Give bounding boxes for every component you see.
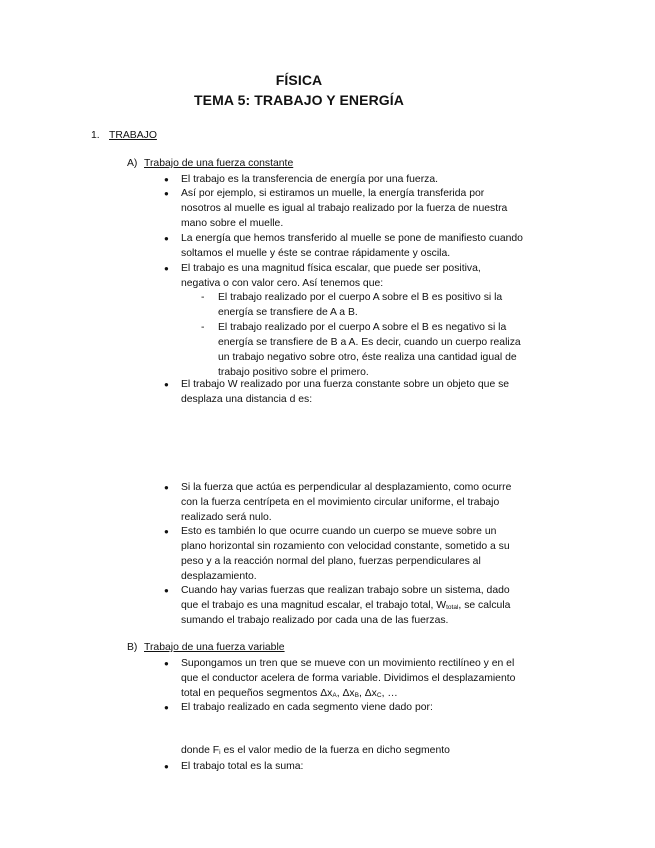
- note-b: donde $F_i$ es el valor medio de la fuerza en dicho segmento: [181, 745, 450, 756]
- dash-a1: El trabajo realizado por el cuerpo A sobre el B es positivo si la energía se transfiere de A a B.: [218, 292, 503, 318]
- subsection-b-title: Trabajo de una fuerza variable: [144, 642, 285, 653]
- bullet-a6: Si la fuerza que actúa es perpendicular al desplazamiento, como ocurre con la fuerza centrípeta en el movimiento circular uniforme, el trabajo realizado será nulo.: [181, 482, 512, 523]
- bullet-icon: ●: [164, 527, 169, 536]
- dash-a2: El trabajo realizado por el cuerpo A sobre el B es negativo si la energía se transfiere de B a A. Es decir, cuando un cuerpo realiza un trabajo negativo sobre otro, éste realiza una cantidad igual de trabajo positivo sobre el primero.: [218, 322, 521, 378]
- bullet-icon: ●: [164, 586, 169, 595]
- subsection-a-letter: A): [127, 158, 138, 169]
- bullet-a8: Cuando hay varias fuerzas que realizan trabajo sobre un sistema, dado que el trabajo es una magnitud escalar, el trabajo total, $W_{total}$, se calcula sumando el trabajo realizado por cada una de las fuerzas.: [181, 585, 511, 626]
- bullet-icon: ●: [164, 380, 169, 389]
- bullet-icon: ●: [164, 762, 169, 771]
- bullet-a2: Así por ejemplo, si estiramos un muelle, la energía transferida por nosotros al muelle es igual al trabajo realizado por la fuerza de nuestra mano sobre el muelle.: [181, 188, 508, 229]
- document-subtitle: TEMA 5: TRABAJO Y ENERGÍA: [194, 92, 404, 108]
- bullet-icon: ●: [164, 234, 169, 243]
- bullet-icon: ●: [164, 483, 169, 492]
- subsection-a-title: Trabajo de una fuerza constante: [144, 158, 294, 169]
- bullet-a5: El trabajo W realizado por una fuerza constante sobre un objeto que se desplaza una distancia d es:: [181, 379, 510, 405]
- bullet-icon: ●: [164, 175, 169, 184]
- bullet-icon: ●: [164, 703, 169, 712]
- bullet-icon: ●: [164, 659, 169, 668]
- document-title: FÍSICA: [275, 72, 323, 88]
- bullet-a4: El trabajo es una magnitud física escalar, que puede ser positiva, negativa o con valor cero. Así tenemos que:: [181, 263, 481, 289]
- section-title: TRABAJO: [109, 130, 157, 141]
- subsection-b-letter: B): [127, 642, 138, 653]
- bullet-icon: ●: [164, 189, 169, 198]
- bullet-icon: ●: [164, 264, 169, 273]
- bullet-b3: El trabajo total es la suma:: [181, 761, 304, 772]
- bullet-b2: El trabajo realizado en cada segmento viene dado por:: [181, 702, 433, 713]
- dash-icon: -: [201, 322, 205, 333]
- bullet-a1: El trabajo es la transferencia de energía por una fuerza.: [181, 174, 439, 185]
- bullet-b1: Supongamos un tren que se mueve con un movimiento rectilíneo y en el que el conductor acelera de forma variable. Dividimos el desplazamiento total en pequeños segmentos $\Delta x_A$, $\Delta x_B$, $\Delta x_C$, …: [181, 658, 516, 699]
- bullet-a3: La energía que hemos transferido al muelle se pone de manifiesto cuando soltamos el muelle y éste se contrae rápidamente y oscila.: [181, 233, 523, 259]
- section-number: 1.: [91, 130, 100, 141]
- dash-icon: -: [201, 292, 205, 303]
- bullet-a7: Esto es también lo que ocurre cuando un cuerpo se mueve sobre un plano horizontal sin rozamiento con velocidad constante, sometido a su peso y a la reacción normal del plano, fuerzas perpendiculares al desplazamiento.: [181, 526, 510, 582]
